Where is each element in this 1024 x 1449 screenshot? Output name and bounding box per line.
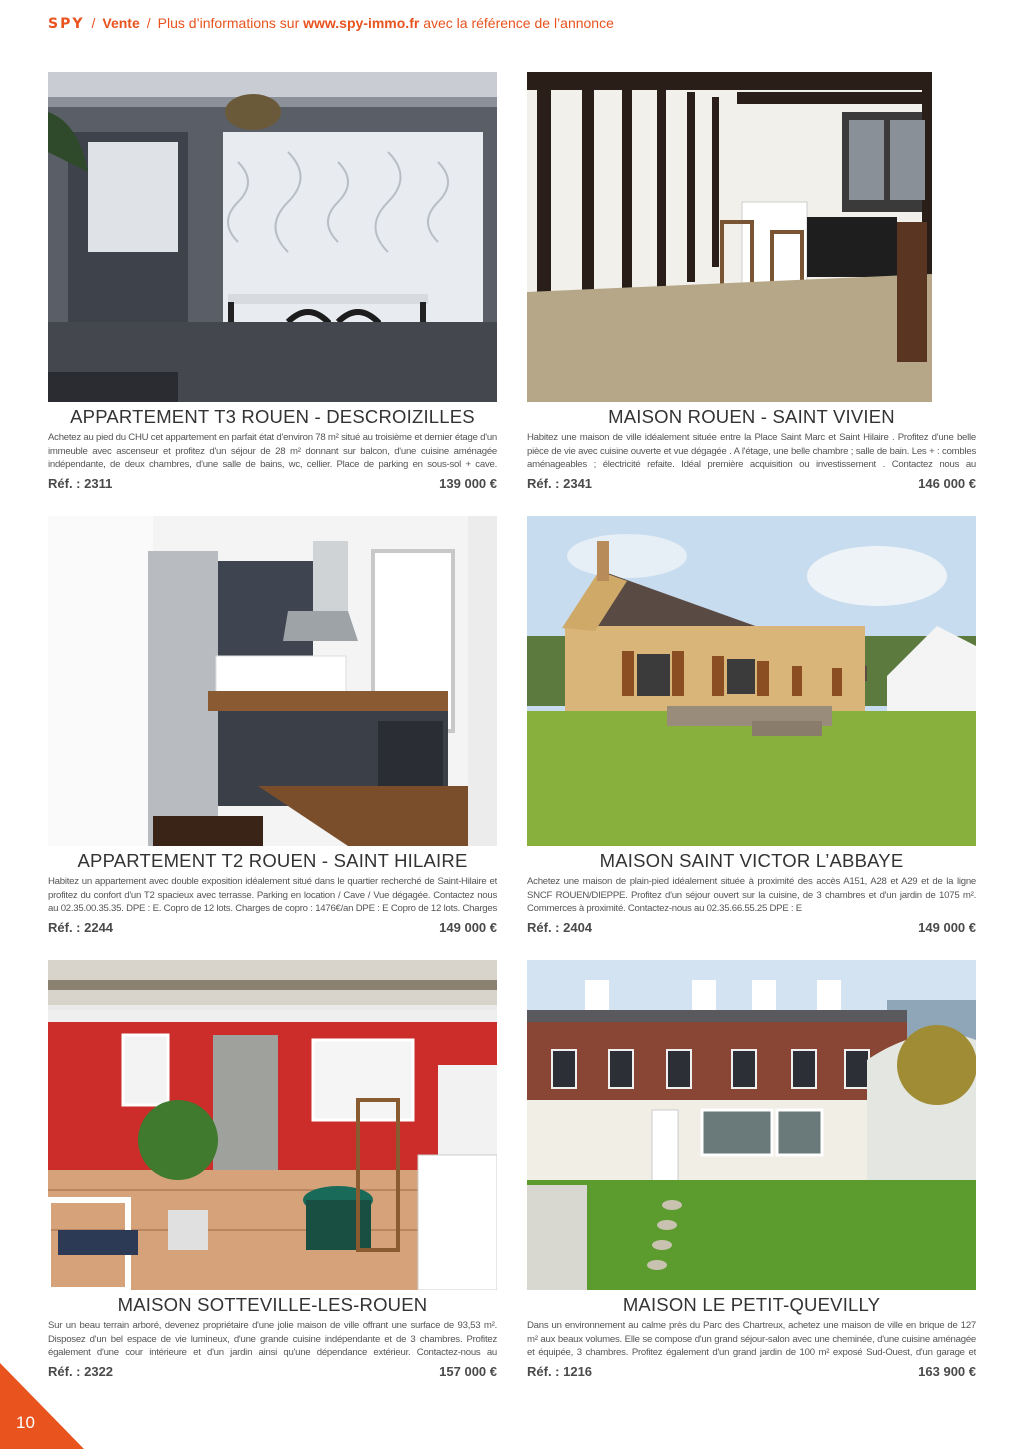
apartment-dining-room-photo: [48, 72, 497, 402]
listing-ref: Réf. : 2322: [48, 1364, 114, 1379]
listing-meta: [527, 476, 976, 492]
corner-triangle: [0, 1363, 84, 1449]
listing-title: MAISON LE PETIT-QUEVILLY: [622, 1294, 881, 1315]
listing-ref: Réf. : 2341: [527, 476, 593, 491]
listing-title: MAISON SAINT VICTOR L’ABBAYE: [599, 850, 904, 871]
listing-card[interactable]: [48, 960, 497, 1380]
listing-ref: Réf. : 2244: [48, 920, 114, 935]
listing-meta: [48, 1364, 497, 1380]
listing-title: MAISON SOTTEVILLE-LES-ROUEN: [117, 1294, 428, 1315]
listing-meta: [48, 920, 497, 936]
listing-price: 149 000 €: [918, 920, 976, 935]
listing-description: Habitez un appartement avec double exposition idéalement situé dans le quartier recherché de Saint-Hilaire et profitez du confort d'un T2 spacieux avec terrasse. Parking en location / Cave / Vue dégagée. Contactez nous au 02.35.00.35.35. DPE : E. Copro de 12 lots. Charges de copro : 1476€/an DPE : E Copro de 12 lots. Charges: [48, 876, 497, 915]
listing-description: Achetez une maison de plain-pied idéalement située à proximité des accès A151, A28 et A29 et de la ligne SNCF ROUEN/DIEPPE. Profitez d'un séjour ouvert sur la cuisine, de 3 chambres et d'un jardin de 1075 m². Commerces à proximité. Contactez-nous au 02.35.66.55.25 DPE : E: [527, 876, 976, 915]
section-title: Vente: [102, 15, 140, 31]
listing-description: Dans un environnement au calme près du Parc des Chartreux, achetez une maison de ville en brique de 127 m² aux beaux volumes. Elle se compose d'un grand séjour-salon avec une cheminée, d'une cuisine aménagée et équipée, 3 chambres. Profitez également d'un grand jardin de 100 m² exposé Sud-Ouest, d'un garage et: [527, 1320, 976, 1359]
header-info-suffix: avec la référence de l’annonce: [419, 15, 614, 31]
listing-price: 157 000 €: [439, 1364, 497, 1379]
listing-title: APPARTEMENT T3 ROUEN - DESCROIZILLES: [70, 406, 475, 427]
listing-price: 163 900 €: [918, 1364, 976, 1379]
timbered-living-room-photo: [527, 72, 976, 402]
listing-description: Sur un beau terrain arboré, devenez propriétaire d'une jolie maison de ville offrant une surface de 93,53 m². Disposez d'un bel espace de vie lumineux, d'une grande cuisine indépendante et de 3 chambres. Profitez également d'une cour intérieure et d'un jardin ainsi qu'une dépendance extérieur. Contactez-nous au: [48, 1320, 497, 1359]
listing-card[interactable]: [527, 72, 976, 492]
listing-meta: [527, 1364, 976, 1380]
listing-meta: [48, 476, 497, 492]
listing-description: Habitez une maison de ville idéalement située entre la Place Saint Marc et Saint Hilaire . Profitez d'une belle pièce de vie avec cuisine ouverte et vue dégagée . A l'étage, une belle chambre ; salle de bain. Les + : combles aménageables ; électricité refaite. Idéal première acquisition ou investissement . Contactez nous au: [527, 432, 976, 471]
listing-card[interactable]: [527, 960, 976, 1380]
page-number: 10: [16, 1413, 35, 1432]
listing-title: MAISON ROUEN - SAINT VIVIEN: [608, 406, 895, 427]
listing-meta: [527, 920, 976, 936]
listing-ref: Réf. : 2311: [48, 476, 113, 491]
header-separator: /: [146, 15, 151, 31]
listing-ref: Réf. : 1216: [527, 1364, 593, 1379]
red-brick-courtyard-photo: [48, 960, 497, 1290]
single-storey-house-photo: [527, 516, 976, 846]
listing-price: 139 000 €: [439, 476, 497, 491]
listing-ref: Réf. : 2404: [527, 920, 593, 935]
brick-townhouse-garden-photo: [527, 960, 976, 1290]
header-info: [158, 15, 614, 31]
spy-logo: SPY: [48, 16, 85, 32]
listing-price: 149 000 €: [439, 920, 497, 935]
header-info-prefix: Plus d’informations sur: [157, 15, 304, 31]
page-header: [48, 15, 614, 37]
kitchen-photo: [48, 516, 497, 846]
listing-card[interactable]: [48, 72, 497, 492]
website-link[interactable]: www.spy-immo.fr: [303, 15, 420, 31]
listing-price: 146 000 €: [918, 476, 976, 491]
listing-title: APPARTEMENT T2 ROUEN - SAINT HILAIRE: [77, 850, 468, 871]
header-separator: /: [91, 15, 96, 31]
listing-card[interactable]: [527, 516, 976, 936]
listing-card[interactable]: [48, 516, 497, 936]
listing-description: Achetez au pied du CHU cet appartement en parfait état d'environ 78 m² situé au troisième et dernier étage d'un immeuble avec ascenseur et profitez d'un séjour de 28 m² donnant sur balcon, d'une cuisine aménagée indépendante, de deux chambres, d'une salle de bains, wc, cellier. Place de parking en sous-sol + cave.: [48, 432, 497, 471]
